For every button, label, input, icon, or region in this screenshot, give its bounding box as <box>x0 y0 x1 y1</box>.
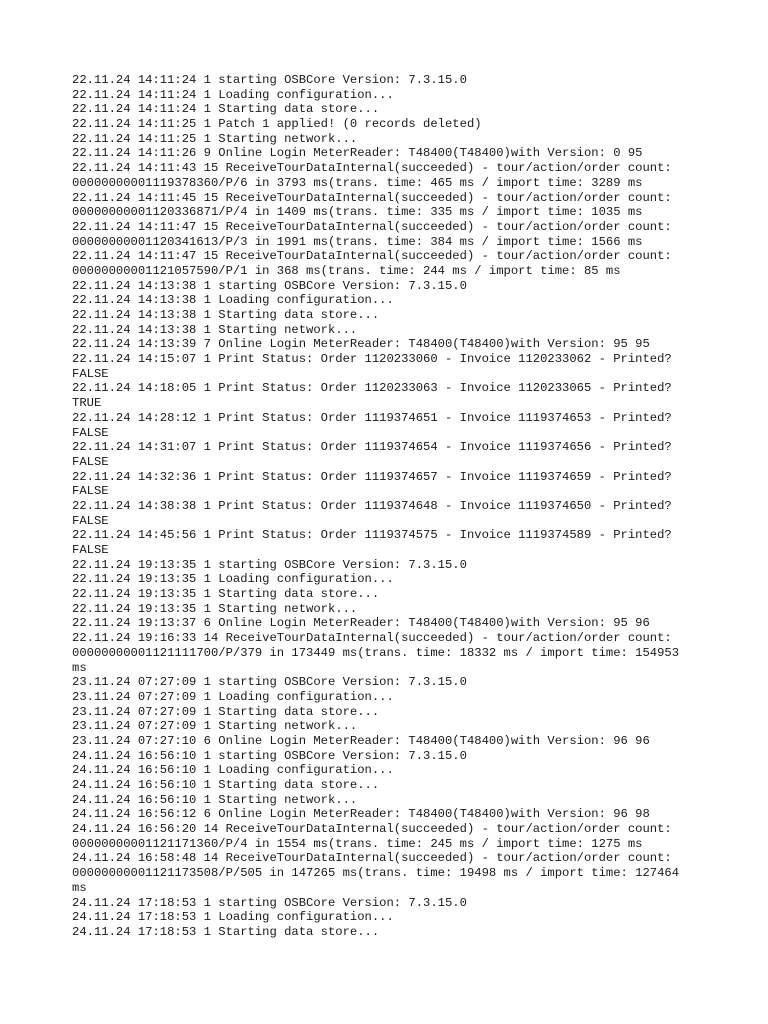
log-line: 22.11.24 14:11:43 15 ReceiveTourDataInternal(succeeded) - tour/action/order count: <box>72 161 672 176</box>
log-line: 22.11.24 14:45:56 1 Print Status: Order 1119374575 - Invoice 1119374589 - Printed? <box>72 528 672 543</box>
log-line: 22.11.24 19:13:35 1 Starting network... <box>72 601 358 616</box>
log-line: 22.11.24 14:28:12 1 Print Status: Order 1119374651 - Invoice 1119374653 - Printed? <box>72 410 672 425</box>
log-line: 24.11.24 16:58:48 14 ReceiveTourDataInternal(succeeded) - tour/action/order count: <box>72 851 672 866</box>
log-line: 22.11.24 14:11:26 9 Online Login MeterReader: T48400(T48400)with Version: 0 95 <box>72 146 643 161</box>
log-line: 22.11.24 14:13:39 7 Online Login MeterReader: T48400(T48400)with Version: 95 95 <box>72 337 650 352</box>
log-line: FALSE <box>72 454 109 469</box>
log-line: 23.11.24 07:27:09 1 Starting network... <box>72 719 358 734</box>
log-line: FALSE <box>72 366 109 381</box>
log-document <box>72 73 732 940</box>
log-line: TRUE <box>72 396 102 411</box>
log-line: 22.11.24 14:13:38 1 Starting data store... <box>72 308 380 322</box>
log-line: 00000000001121057590/P/1 in 368 ms(trans. time: 244 ms / import time: 85 ms <box>72 263 621 278</box>
log-line: FALSE <box>72 513 109 528</box>
log-line: 22.11.24 14:13:38 1 Loading configuration... <box>72 293 394 308</box>
log-line: 22.11.24 14:15:07 1 Print Status: Order 1120233060 - Invoice 1120233062 - Printed? <box>72 352 672 367</box>
log-line: 24.11.24 16:56:20 14 ReceiveTourDataInternal(succeeded) - tour/action/order count: <box>72 822 672 837</box>
log-line: 24.11.24 17:18:53 1 Loading configuration... <box>72 910 394 925</box>
log-line: 24.11.24 16:56:10 1 starting OSBCore Version: 7.3.15.0 <box>72 748 467 763</box>
log-line: 22.11.24 19:16:33 14 ReceiveTourDataInternal(succeeded) - tour/action/order count: <box>72 631 672 646</box>
log-line: 22.11.24 14:11:25 1 Patch 1 applied! (0 records deleted) <box>72 117 482 132</box>
log-line: 00000000001121173508/P/505 in 147265 ms(trans. time: 19498 ms / import time: 127464 <box>72 866 680 881</box>
log-line: 22.11.24 14:31:07 1 Print Status: Order 1119374654 - Invoice 1119374656 - Printed? <box>72 440 672 455</box>
log-line: 22.11.24 14:38:38 1 Print Status: Order 1119374648 - Invoice 1119374650 - Printed? <box>72 498 672 513</box>
log-line: 24.11.24 17:18:53 1 starting OSBCore Version: 7.3.15.0 <box>72 895 467 910</box>
log-line: 22.11.24 14:11:47 15 ReceiveTourDataInternal(succeeded) - tour/action/order count: <box>72 249 672 264</box>
log-line: FALSE <box>72 425 109 440</box>
log-line: 24.11.24 16:56:10 1 Starting data store... <box>72 778 380 792</box>
log-line: FALSE <box>72 543 109 557</box>
log-line: 24.11.24 16:56:10 1 Starting network... <box>72 792 358 807</box>
log-line: 23.11.24 07:27:09 1 starting OSBCore Version: 7.3.15.0 <box>72 675 467 690</box>
log-line: 22.11.24 19:13:35 1 starting OSBCore Version: 7.3.15.0 <box>72 557 467 572</box>
log-line: 22.11.24 19:13:37 6 Online Login MeterReader: T48400(T48400)with Version: 95 96 <box>72 616 650 631</box>
log-line: ms <box>72 660 87 675</box>
log-line: 22.11.24 14:32:36 1 Print Status: Order 1119374657 - Invoice 1119374659 - Printed? <box>72 469 672 484</box>
log-line: 23.11.24 07:27:09 1 Starting data store... <box>72 704 380 719</box>
log-line: 22.11.24 19:13:35 1 Loading configuration... <box>72 572 394 587</box>
log-line: 23.11.24 07:27:09 1 Loading configuration... <box>72 689 394 704</box>
log-line: 24.11.24 17:18:53 1 Starting data store... <box>72 924 380 939</box>
log-line: ms <box>72 880 87 895</box>
log-line: 00000000001121171360/P/4 in 1554 ms(trans. time: 245 ms / import time: 1275 ms <box>72 836 643 851</box>
log-line: 22.11.24 19:13:35 1 Starting data store... <box>72 587 380 602</box>
log-line: 22.11.24 14:13:38 1 starting OSBCore Version: 7.3.15.0 <box>72 278 467 293</box>
log-line: 23.11.24 07:27:10 6 Online Login MeterReader: T48400(T48400)with Version: 96 96 <box>72 733 650 748</box>
log-line: 22.11.24 14:11:25 1 Starting network... <box>72 131 358 146</box>
log-line: 22.11.24 14:11:24 1 Starting data store... <box>72 102 380 117</box>
log-line: 00000000001120336871/P/4 in 1409 ms(trans. time: 335 ms / import time: 1035 ms <box>72 205 643 220</box>
log-line: 24.11.24 16:56:10 1 Loading configuration... <box>72 763 394 778</box>
log-line: 00000000001120341613/P/3 in 1991 ms(trans. time: 384 ms / import time: 1566 ms <box>72 234 643 249</box>
log-line: 22.11.24 14:11:24 1 Loading configuration... <box>72 87 394 102</box>
log-line: 22.11.24 14:11:47 15 ReceiveTourDataInternal(succeeded) - tour/action/order count: <box>72 219 672 234</box>
log-line: 00000000001121111700/P/379 in 173449 ms(trans. time: 18332 ms / import time: 154953 <box>72 645 680 660</box>
log-line: FALSE <box>72 484 109 499</box>
log-line: 22.11.24 14:11:45 15 ReceiveTourDataInternal(succeeded) - tour/action/order count: <box>72 190 672 205</box>
log-line: 22.11.24 14:13:38 1 Starting network... <box>72 322 358 337</box>
log-line: 22.11.24 14:18:05 1 Print Status: Order 1120233063 - Invoice 1120233065 - Printed? <box>72 381 672 396</box>
log-line: 00000000001119378360/P/6 in 3793 ms(trans. time: 465 ms / import time: 3289 ms <box>72 175 643 190</box>
log-line: 24.11.24 16:56:12 6 Online Login MeterReader: T48400(T48400)with Version: 96 98 <box>72 807 650 822</box>
log-line: 22.11.24 14:11:24 1 starting OSBCore Version: 7.3.15.0 <box>72 73 467 87</box>
